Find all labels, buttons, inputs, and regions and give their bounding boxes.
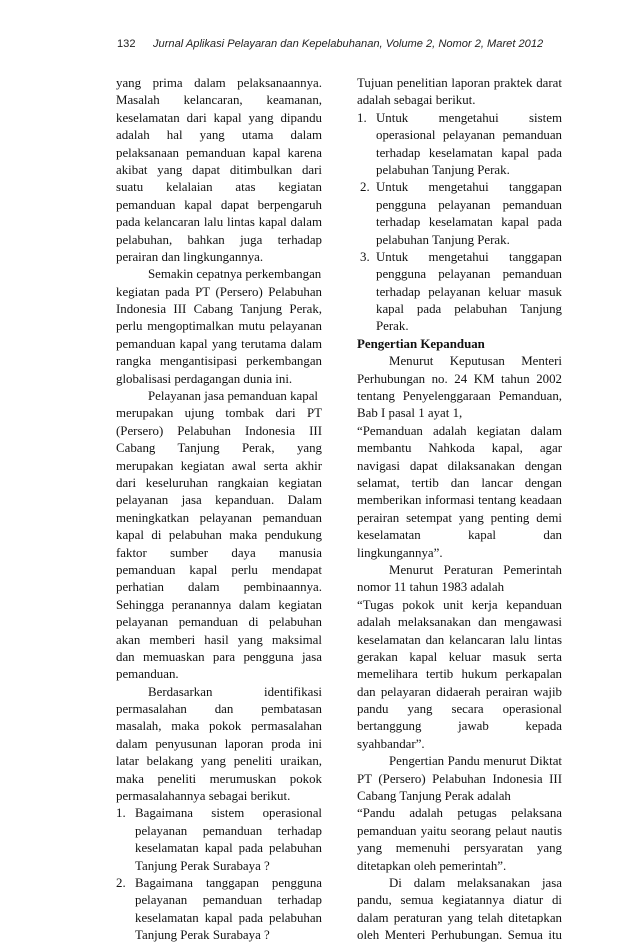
text-line: pemanduan kapal yang terutama dalam: [116, 336, 322, 351]
text-line: keselamatan dari kapal yang dipandu: [116, 110, 322, 125]
text-line: suatu kelalaian atas kegiatan: [116, 180, 322, 195]
text-line: navigasi dapat dilaksanakan dengan: [357, 458, 562, 473]
text-line: “Tugas pokok unit kerja kepanduan: [357, 597, 562, 612]
paragraph-3: [116, 388, 322, 684]
text-line: kapal di pelabuhan maka pendukung: [116, 528, 322, 543]
text-line: pelayanan pemanduan terhadap: [135, 893, 322, 908]
text-line: Cabang Tanjung Perak, yang: [116, 441, 322, 456]
text-line: yang prima dalam pelaksanaannya.: [116, 76, 322, 90]
list-item-first-line: [357, 249, 562, 266]
text-line: perhatian dalam pembinaannya.: [116, 580, 322, 595]
text-line: Menurut Peraturan Pemerintah: [389, 562, 562, 577]
text-line: kegiatan pada PT (Persero) Pelabuhan: [116, 284, 322, 299]
text-line: dan memuaskan para pengguna jasa: [116, 649, 322, 664]
text-line: selamat, tertib dan lancar dengan: [357, 475, 562, 490]
text-line: pandu yang secara operasional: [357, 702, 562, 717]
text-line: pelayanan jasa kepanduan. Dalam: [116, 493, 322, 508]
list-item-first-line: [357, 179, 562, 196]
text-line: Tujuan penelitian laporan praktek darat: [357, 76, 562, 90]
right-column: [357, 75, 562, 945]
journal-title: Jurnal Aplikasi Pelayaran dan Kepelabuhanan, Volume 2, Nomor 2, Maret 2012: [153, 38, 544, 50]
text-line: keselamatan dan kelancaran lalu lintas: [357, 632, 562, 647]
text-line: Pengertian Pandu menurut Diktat: [389, 754, 562, 769]
text-line: terhadap pelayanan keluar masuk: [376, 284, 562, 299]
text-line: dalam peraturan yang telah ditetapkan: [357, 910, 562, 925]
text-line: operasional pelayanan pemanduan: [376, 128, 562, 143]
paragraph-definition-1: [357, 353, 562, 562]
paragraph-definition-2: [357, 562, 562, 753]
list-item: [116, 805, 322, 875]
text-line: kapal pada pelabuhan Tanjung: [376, 302, 562, 317]
text-line: pelabuhan Tanjung Perak.: [376, 162, 510, 177]
text-line: Indonesia III Cabang Tanjung Perak,: [116, 302, 322, 317]
text-line: pandu, semua kegiatannya diatur di: [357, 893, 562, 908]
list-number: 2.: [360, 180, 370, 195]
list-item: [357, 179, 562, 249]
text-line: permasalahan dan pembatasan: [116, 702, 322, 717]
objectives-intro: [357, 75, 562, 110]
text-line: adalah hal yang utama dalam: [116, 128, 322, 143]
text-line: oleh Menteri Perhubungan. Semua itu: [357, 928, 562, 943]
paragraph-definition-3: [357, 753, 562, 875]
text-line: permasalahannya sebagai berikut.: [116, 789, 291, 804]
list-number: 1.: [116, 806, 126, 821]
text-line: memelihara tertib hukum perkapalan: [357, 667, 562, 682]
text-line: pengguna pelayanan pemanduan: [376, 197, 562, 212]
text-line: (Persero) Pelabuhan Indonesia III: [116, 423, 322, 438]
text-line: Pelayanan jasa pemanduan kapal: [148, 389, 319, 404]
text-line: perairan setempat yang penting demi: [357, 510, 562, 525]
text-line: adalah sebagai berikut.: [357, 93, 476, 108]
list-number: 3.: [360, 249, 370, 264]
text-line: memberikan informasi tentang keadaan: [357, 493, 562, 508]
text-line: Perak.: [376, 319, 409, 334]
text-line: merupakan ujung tombak dari PT: [116, 406, 322, 421]
text-line: bertanggung jawab kepada: [357, 719, 562, 734]
text-line: adalah melaksanakan dan mengawasi: [357, 615, 562, 630]
text-line: Bab I pasal 1 ayat 1,: [357, 406, 463, 421]
list-item: [116, 875, 322, 945]
text-line: perairan dan lingkungannya.: [116, 249, 264, 264]
list-item-first-line: [357, 110, 562, 127]
text-line: meningkatkan pelayanan pemanduan: [116, 510, 322, 525]
text-line: Untuk mengetahui sistem: [376, 110, 562, 125]
list-number: 2.: [116, 875, 126, 890]
text-line: yang memenuhi persyaratan yang: [357, 841, 562, 856]
text-line: Tanjung Perak Surabaya ?: [135, 928, 270, 943]
text-line: Di dalam melaksanakan jasa: [389, 875, 562, 890]
text-line: pelabuhan, bahkan juga terhadap: [116, 232, 322, 247]
text-line: Bagaimana tanggapan pengguna: [135, 875, 322, 890]
text-line: Cabang Tanjung Perak adalah: [357, 789, 511, 804]
text-line: terhadap keselamatan kapal pada: [376, 145, 562, 160]
text-line: lingkungannya”.: [357, 545, 443, 560]
paragraph-1: [116, 75, 322, 266]
text-line: membantu Nahkoda kapal, agar: [357, 441, 562, 456]
text-line: dan pelayaran didaerah perairan wajib: [357, 684, 562, 699]
text-line: keselamatan kapal pada pelabuhan: [135, 910, 322, 925]
text-line: tentang Penyelenggaraan Pemanduan,: [357, 389, 562, 404]
text-line: faktor sumber daya manusia: [116, 545, 322, 560]
text-line: Semakin cepatnya perkembangan: [148, 267, 322, 282]
text-line: pemanduan kapal dapat berpengaruh: [116, 197, 322, 212]
text-line: nomor 11 tahun 1983 adalah: [357, 580, 505, 595]
text-line: Masalah kelancaran, keamanan,: [116, 93, 322, 108]
text-line: pelabuhan Tanjung Perak.: [376, 232, 510, 247]
text-line: ditetapkan oleh pemerintah”.: [357, 858, 507, 873]
text-line: pada kelancaran lalu lintas kapal dalam: [116, 215, 322, 230]
text-line: “Pandu adalah petugas pelaksana: [357, 806, 562, 821]
text-line: Berdasarkan identifikasi: [148, 684, 322, 699]
text-line: pengguna pelayanan pemanduan: [376, 267, 562, 282]
text-line: pemanduan kapal perlu mendapat: [116, 562, 322, 577]
paragraph-definition-4: [357, 875, 562, 945]
text-line: merupakan kegiatan awal serta akhir: [116, 458, 322, 473]
text-line: maka peneliti merumuskan pokok: [116, 771, 322, 786]
text-line: Bagaimana sistem operasional: [135, 806, 322, 821]
text-line: rangka mengantisipasi perkembangan: [116, 354, 322, 369]
list-item: [357, 110, 562, 180]
text-line: pemanduan.: [116, 667, 179, 682]
list-item-first-line: [116, 875, 322, 892]
text-line: dalam penyusunan laporan proda ini: [116, 736, 322, 751]
text-line: “Pemanduan adalah kegiatan dalam: [357, 423, 562, 438]
text-line: Untuk mengetahui tanggapan: [376, 180, 562, 195]
text-line: Sehingga peranannya dalam kegiatan: [116, 597, 322, 612]
text-line: keselamatan kapal dan: [357, 528, 562, 543]
left-column: [116, 75, 322, 945]
list-number: 1.: [357, 110, 367, 125]
paragraph-4: [116, 684, 322, 806]
text-line: dari keseluruhan rangkaian kegiatan: [116, 475, 322, 490]
text-line: pelaksanaan pemanduan kapal karena: [116, 145, 322, 160]
text-line: globalisasi perdagangan dunia ini.: [116, 371, 293, 386]
text-line: Tanjung Perak Surabaya ?: [135, 858, 270, 873]
text-line: pelayanan pemanduan terhadap: [135, 823, 322, 838]
running-header: [113, 38, 544, 56]
text-line: pelayanan pemanduan di pelabuhan: [116, 615, 322, 630]
objectives-list: [357, 110, 562, 336]
text-line: pemanduan yaitu seorang pelaut nautis: [357, 823, 562, 838]
page-number: 132: [117, 38, 136, 50]
text-line: PT (Persero) Pelabuhan Indonesia III: [357, 771, 562, 786]
text-line: gerakan kapal keluar masuk serta: [357, 649, 562, 664]
text-line: Menurut Keputusan Menteri: [389, 354, 562, 369]
text-line: latar belakang yang peneliti uraikan,: [116, 754, 322, 769]
text-line: perlu mengoptimalkan mutu pelayanan: [116, 319, 322, 334]
text-line: akan memberi hasil yang maksimal: [116, 632, 322, 647]
text-line: keselamatan kapal pada pelabuhan: [135, 841, 322, 856]
list-item: [357, 249, 562, 336]
text-line: terhadap keselamatan kapal pada: [376, 215, 562, 230]
paragraph-2: [116, 266, 322, 388]
text-line: syahbandar”.: [357, 736, 425, 751]
text-line: Untuk mengetahui tanggapan: [376, 249, 562, 264]
text-line: akibat yang dapat ditimbulkan dari: [116, 162, 322, 177]
research-questions-list: [116, 805, 322, 944]
list-item-first-line: [116, 805, 322, 822]
section-heading: Pengertian Kepanduan: [357, 336, 485, 351]
text-line: Perhubungan no. 24 KM tahun 2002: [357, 371, 562, 386]
text-line: masalah, maka pokok permasalahan: [116, 719, 322, 734]
